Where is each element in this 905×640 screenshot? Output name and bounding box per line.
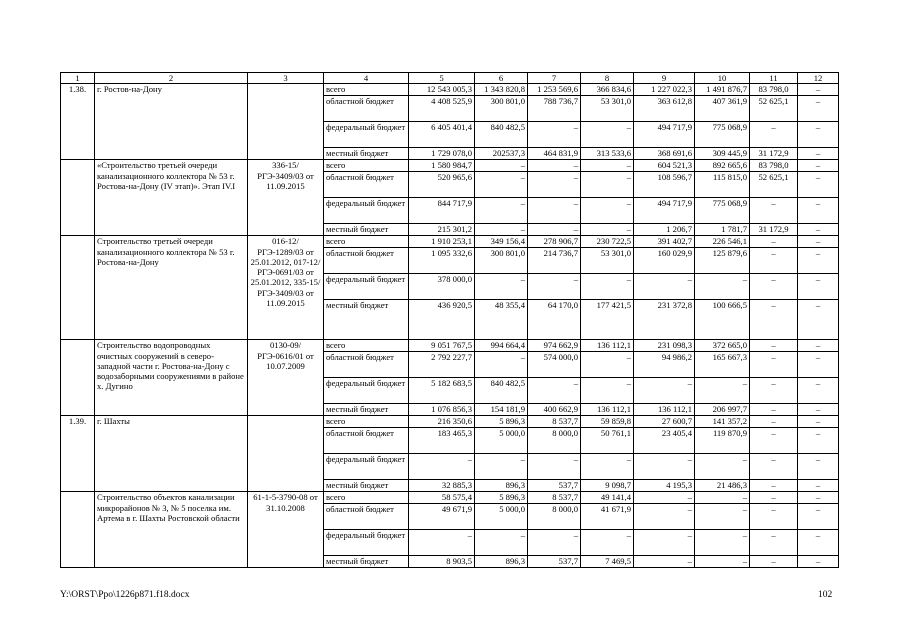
funding-amount: 52 625,1 xyxy=(750,172,798,198)
funding-amount: – xyxy=(634,454,695,480)
funding-amount: 464 831,9 xyxy=(528,148,581,160)
funding-amount: 349 156,4 xyxy=(475,236,528,248)
funding-amount: 12 543 005,3 xyxy=(409,84,475,96)
funding-amount: – xyxy=(798,300,839,340)
funding-amount: – xyxy=(581,378,634,404)
funding-amount: – xyxy=(695,556,750,568)
funding-amount: – xyxy=(581,160,634,172)
program-funding-table xyxy=(60,72,839,568)
funding-amount: – xyxy=(528,198,581,224)
expertise-conclusion xyxy=(248,84,324,160)
funding-amount: 5 182 683,5 xyxy=(409,378,475,404)
funding-amount: – xyxy=(798,416,839,428)
funding-amount: 494 717,9 xyxy=(634,122,695,148)
row-number xyxy=(61,160,95,236)
funding-amount: 1 206,7 xyxy=(634,224,695,236)
funding-amount: 436 920,5 xyxy=(409,300,475,340)
funding-amount: 154 181,9 xyxy=(475,404,528,416)
funding-amount: 21 486,3 xyxy=(695,480,750,492)
funding-amount: 83 798,0 xyxy=(750,84,798,96)
funding-amount: – xyxy=(798,340,839,352)
table-row xyxy=(61,84,839,96)
budget-type: местный бюджет xyxy=(324,224,409,236)
funding-amount: 1 729 078,0 xyxy=(409,148,475,160)
funding-amount: 4 408 525,9 xyxy=(409,96,475,122)
funding-amount: 300 801,0 xyxy=(475,248,528,274)
table-row xyxy=(61,236,839,248)
funding-amount: 115 815,0 xyxy=(695,172,750,198)
funding-amount: 8 903,5 xyxy=(409,556,475,568)
funding-amount: – xyxy=(750,530,798,556)
funding-amount: – xyxy=(475,454,528,480)
funding-amount: 53 301,0 xyxy=(581,248,634,274)
funding-amount: – xyxy=(798,198,839,224)
funding-amount: 1 910 253,1 xyxy=(409,236,475,248)
funding-amount: 840 482,5 xyxy=(475,378,528,404)
funding-amount: 231 098,3 xyxy=(634,340,695,352)
funding-amount: 309 445,9 xyxy=(695,148,750,160)
funding-amount: – xyxy=(798,454,839,480)
row-number: 1.39. xyxy=(61,416,95,492)
funding-amount: 216 350,6 xyxy=(409,416,475,428)
expertise-conclusion xyxy=(248,416,324,492)
funding-amount: 520 965,6 xyxy=(409,172,475,198)
funding-amount: – xyxy=(750,378,798,404)
funding-amount: – xyxy=(798,274,839,300)
funding-amount: – xyxy=(409,530,475,556)
budget-type: федеральный бюджет xyxy=(324,274,409,300)
row-number: 1.38. xyxy=(61,84,95,160)
funding-amount: 7 469,5 xyxy=(581,556,634,568)
object-name: Строительство водопроводных очистных сооружений в северо-западной части г. Ростова-на-Дону с водозаборными сооружениями в районе х. Дугино xyxy=(95,340,248,416)
funding-amount: 896,3 xyxy=(475,480,528,492)
funding-amount: – xyxy=(528,378,581,404)
funding-amount: – xyxy=(528,274,581,300)
table-row xyxy=(61,340,839,352)
budget-type: федеральный бюджет xyxy=(324,378,409,404)
funding-amount: 974 662,9 xyxy=(528,340,581,352)
funding-amount: 214 736,7 xyxy=(528,248,581,274)
funding-amount: – xyxy=(798,236,839,248)
funding-amount: – xyxy=(750,504,798,530)
funding-amount: 1 491 876,7 xyxy=(695,84,750,96)
funding-amount: 604 521,3 xyxy=(634,160,695,172)
funding-amount: 1 781,7 xyxy=(695,224,750,236)
funding-amount: 215 301,2 xyxy=(409,224,475,236)
funding-amount: 27 600,7 xyxy=(634,416,695,428)
expertise-conclusion: 336-15/РГЭ-3409/03 от 11.09.2015 xyxy=(248,160,324,236)
object-name: г. Ростов-на-Дону xyxy=(95,84,248,160)
funding-amount: – xyxy=(409,454,475,480)
funding-amount: 183 465,3 xyxy=(409,428,475,454)
funding-amount: – xyxy=(528,122,581,148)
funding-amount: 94 986,2 xyxy=(634,352,695,378)
funding-amount: 372 665,0 xyxy=(695,340,750,352)
funding-amount: 4 195,3 xyxy=(634,480,695,492)
funding-amount: – xyxy=(528,530,581,556)
funding-amount: – xyxy=(798,122,839,148)
column-number-5: 5 xyxy=(409,73,475,84)
budget-type: федеральный бюджет xyxy=(324,198,409,224)
funding-amount: – xyxy=(750,416,798,428)
funding-amount: – xyxy=(798,378,839,404)
budget-type: федеральный бюджет xyxy=(324,530,409,556)
funding-amount: – xyxy=(581,172,634,198)
column-number-12: 12 xyxy=(798,73,839,84)
funding-amount: 125 879,6 xyxy=(695,248,750,274)
column-number-header-row xyxy=(61,73,839,84)
budget-type: федеральный бюджет xyxy=(324,454,409,480)
funding-amount: – xyxy=(634,556,695,568)
column-number-11: 11 xyxy=(750,73,798,84)
funding-amount: 5 896,3 xyxy=(475,492,528,504)
funding-amount: – xyxy=(798,404,839,416)
funding-amount: – xyxy=(528,224,581,236)
budget-type: всего xyxy=(324,236,409,248)
funding-amount: 363 612,8 xyxy=(634,96,695,122)
budget-type: областной бюджет xyxy=(324,428,409,454)
funding-amount: – xyxy=(798,96,839,122)
funding-amount: – xyxy=(581,198,634,224)
funding-amount: 494 717,9 xyxy=(634,198,695,224)
funding-amount: 574 000,0 xyxy=(528,352,581,378)
funding-amount: – xyxy=(581,454,634,480)
funding-amount: 202537,3 xyxy=(475,148,528,160)
funding-amount: 83 798,0 xyxy=(750,160,798,172)
funding-amount: 226 546,1 xyxy=(695,236,750,248)
object-name: Строительство объектов канализации микрорайонов № 3, № 5 поселка им. Артема в г. Шахты Ростовской области xyxy=(95,492,248,568)
funding-amount: – xyxy=(798,84,839,96)
budget-type: местный бюджет xyxy=(324,300,409,340)
funding-amount: – xyxy=(634,530,695,556)
funding-amount: 53 301,0 xyxy=(581,96,634,122)
budget-type: областной бюджет xyxy=(324,248,409,274)
funding-amount: – xyxy=(695,378,750,404)
expertise-conclusion: 016-12/РГЭ-1289/03 от 25.01.2012, 017-12/РГЭ-0691/03 от 25.01.2012, 335-15/РГЭ-3409/03 от 11.09.2015 xyxy=(248,236,324,340)
funding-amount: – xyxy=(798,148,839,160)
funding-amount: – xyxy=(634,378,695,404)
budget-type: всего xyxy=(324,340,409,352)
row-number xyxy=(61,492,95,568)
funding-amount: 278 906,7 xyxy=(528,236,581,248)
funding-amount: – xyxy=(798,428,839,454)
funding-amount: – xyxy=(475,530,528,556)
funding-amount: 1 095 332,6 xyxy=(409,248,475,274)
funding-amount: 6 405 401,4 xyxy=(409,122,475,148)
object-name: Строительство третьей очереди канализационного коллектора № 53 г. Ростова-на-Дону xyxy=(95,236,248,340)
column-number-7: 7 xyxy=(528,73,581,84)
funding-amount: – xyxy=(750,248,798,274)
funding-amount: 378 000,0 xyxy=(409,274,475,300)
funding-amount: 313 533,6 xyxy=(581,148,634,160)
funding-amount: – xyxy=(750,404,798,416)
funding-amount: 32 885,3 xyxy=(409,480,475,492)
funding-amount: – xyxy=(798,556,839,568)
funding-amount: – xyxy=(750,300,798,340)
funding-amount: 136 112,1 xyxy=(634,404,695,416)
funding-amount: – xyxy=(798,160,839,172)
funding-amount: 141 357,2 xyxy=(695,416,750,428)
funding-amount: 31 172,9 xyxy=(750,148,798,160)
funding-amount: – xyxy=(798,504,839,530)
budget-type: областной бюджет xyxy=(324,96,409,122)
budget-type: всего xyxy=(324,84,409,96)
funding-amount: – xyxy=(750,454,798,480)
budget-type: всего xyxy=(324,160,409,172)
funding-amount: – xyxy=(695,504,750,530)
funding-amount: – xyxy=(798,172,839,198)
funding-amount: – xyxy=(750,274,798,300)
funding-amount: – xyxy=(475,160,528,172)
funding-amount: – xyxy=(750,340,798,352)
table-row xyxy=(61,416,839,428)
funding-amount: 1 343 820,8 xyxy=(475,84,528,96)
funding-amount: – xyxy=(695,530,750,556)
funding-amount: – xyxy=(581,122,634,148)
funding-amount: 896,3 xyxy=(475,556,528,568)
budget-type: всего xyxy=(324,492,409,504)
row-number xyxy=(61,236,95,340)
funding-amount: 844 717,9 xyxy=(409,198,475,224)
funding-amount: 136 112,1 xyxy=(581,340,634,352)
funding-amount: – xyxy=(695,454,750,480)
table-row xyxy=(61,492,839,504)
funding-amount: – xyxy=(750,428,798,454)
funding-amount: 892 665,6 xyxy=(695,160,750,172)
budget-type: всего xyxy=(324,416,409,428)
object-name: «Строительство третьей очереди канализационного коллектора № 53 г. Ростова-на-Дону (IV этап)». Этап IV.I xyxy=(95,160,248,236)
page-number: 102 xyxy=(818,590,833,600)
column-number-10: 10 xyxy=(695,73,750,84)
funding-amount: – xyxy=(750,352,798,378)
funding-amount: 788 736,7 xyxy=(528,96,581,122)
funding-amount: – xyxy=(750,198,798,224)
budget-type: федеральный бюджет xyxy=(324,122,409,148)
budget-type: областной бюджет xyxy=(324,504,409,530)
funding-amount: 100 666,5 xyxy=(695,300,750,340)
budget-type: областной бюджет xyxy=(324,352,409,378)
funding-amount: – xyxy=(634,504,695,530)
funding-amount: 300 801,0 xyxy=(475,96,528,122)
funding-amount: 1 076 856,3 xyxy=(409,404,475,416)
funding-amount: 59 859,8 xyxy=(581,416,634,428)
budget-type: местный бюджет xyxy=(324,148,409,160)
funding-amount: – xyxy=(695,492,750,504)
funding-amount: 31 172,9 xyxy=(750,224,798,236)
object-name: г. Шахты xyxy=(95,416,248,492)
funding-amount: 230 722,5 xyxy=(581,236,634,248)
funding-amount: – xyxy=(475,198,528,224)
funding-amount: 400 662,9 xyxy=(528,404,581,416)
funding-amount: – xyxy=(798,480,839,492)
funding-amount: 52 625,1 xyxy=(750,96,798,122)
funding-amount: – xyxy=(750,236,798,248)
funding-amount: – xyxy=(528,160,581,172)
funding-amount: – xyxy=(750,122,798,148)
funding-amount: 391 402,7 xyxy=(634,236,695,248)
funding-amount: 537,7 xyxy=(528,556,581,568)
funding-amount: – xyxy=(634,492,695,504)
budget-type: местный бюджет xyxy=(324,556,409,568)
funding-amount: – xyxy=(798,530,839,556)
funding-amount: 8 000,0 xyxy=(528,504,581,530)
funding-amount: 119 870,9 xyxy=(695,428,750,454)
funding-amount: – xyxy=(581,274,634,300)
funding-amount: 2 792 227,7 xyxy=(409,352,475,378)
funding-amount: 177 421,5 xyxy=(581,300,634,340)
funding-amount: 58 575,4 xyxy=(409,492,475,504)
funding-amount: – xyxy=(798,492,839,504)
column-number-4: 4 xyxy=(324,73,409,84)
funding-amount: 840 482,5 xyxy=(475,122,528,148)
funding-amount: – xyxy=(475,274,528,300)
funding-amount: 8 537,7 xyxy=(528,492,581,504)
funding-amount: 50 761,1 xyxy=(581,428,634,454)
funding-amount: – xyxy=(528,454,581,480)
funding-amount: 5 000,0 xyxy=(475,428,528,454)
funding-amount: – xyxy=(634,274,695,300)
funding-amount: 8 000,0 xyxy=(528,428,581,454)
column-number-3: 3 xyxy=(248,73,324,84)
funding-amount: 5 000,0 xyxy=(475,504,528,530)
funding-amount: 49 141,4 xyxy=(581,492,634,504)
funding-amount: – xyxy=(798,224,839,236)
funding-amount: – xyxy=(475,352,528,378)
funding-amount: – xyxy=(750,492,798,504)
funding-amount: 64 170,0 xyxy=(528,300,581,340)
column-number-1: 1 xyxy=(61,73,95,84)
row-number xyxy=(61,340,95,416)
funding-amount: – xyxy=(475,224,528,236)
funding-amount: – xyxy=(695,274,750,300)
funding-amount: 9 098,7 xyxy=(581,480,634,492)
funding-amount: – xyxy=(581,352,634,378)
footer-file-path: Y:\ORST\Ppo\1226p871.f18.docx xyxy=(60,590,190,600)
funding-amount: 1 227 022,3 xyxy=(634,84,695,96)
funding-amount: – xyxy=(798,352,839,378)
column-number-9: 9 xyxy=(634,73,695,84)
funding-amount: 108 596,7 xyxy=(634,172,695,198)
funding-amount: 368 691,6 xyxy=(634,148,695,160)
column-number-8: 8 xyxy=(581,73,634,84)
budget-type: местный бюджет xyxy=(324,480,409,492)
funding-amount: 994 664,4 xyxy=(475,340,528,352)
budget-type: местный бюджет xyxy=(324,404,409,416)
funding-amount: – xyxy=(750,480,798,492)
funding-amount: – xyxy=(581,530,634,556)
funding-amount: 41 671,9 xyxy=(581,504,634,530)
funding-amount: 5 896,3 xyxy=(475,416,528,428)
column-number-2: 2 xyxy=(95,73,248,84)
funding-amount: 1 580 984,7 xyxy=(409,160,475,172)
funding-amount: 23 405,4 xyxy=(634,428,695,454)
funding-amount: 8 537,7 xyxy=(528,416,581,428)
funding-amount: 165 667,3 xyxy=(695,352,750,378)
funding-amount: 206 997,7 xyxy=(695,404,750,416)
funding-amount: – xyxy=(581,224,634,236)
funding-amount: 9 051 767,5 xyxy=(409,340,475,352)
funding-amount: 537,7 xyxy=(528,480,581,492)
funding-amount: – xyxy=(798,248,839,274)
column-number-6: 6 xyxy=(475,73,528,84)
funding-amount: – xyxy=(475,172,528,198)
funding-amount: 775 068,9 xyxy=(695,122,750,148)
funding-amount: 366 834,6 xyxy=(581,84,634,96)
budget-type: областной бюджет xyxy=(324,172,409,198)
funding-amount: 1 253 569,6 xyxy=(528,84,581,96)
funding-amount: 48 355,4 xyxy=(475,300,528,340)
expertise-conclusion: 61-1-5-3790-08 от 31.10.2008 xyxy=(248,492,324,568)
table-row xyxy=(61,160,839,172)
funding-amount: 49 671,9 xyxy=(409,504,475,530)
funding-amount: – xyxy=(750,556,798,568)
funding-amount: 136 112,1 xyxy=(581,404,634,416)
funding-amount: 160 029,9 xyxy=(634,248,695,274)
expertise-conclusion: 0130-09/РГЭ-0616/01 от 10.07.2009 xyxy=(248,340,324,416)
funding-amount: 407 361,9 xyxy=(695,96,750,122)
funding-amount: – xyxy=(528,172,581,198)
funding-amount: 775 068,9 xyxy=(695,198,750,224)
funding-amount: 231 372,8 xyxy=(634,300,695,340)
